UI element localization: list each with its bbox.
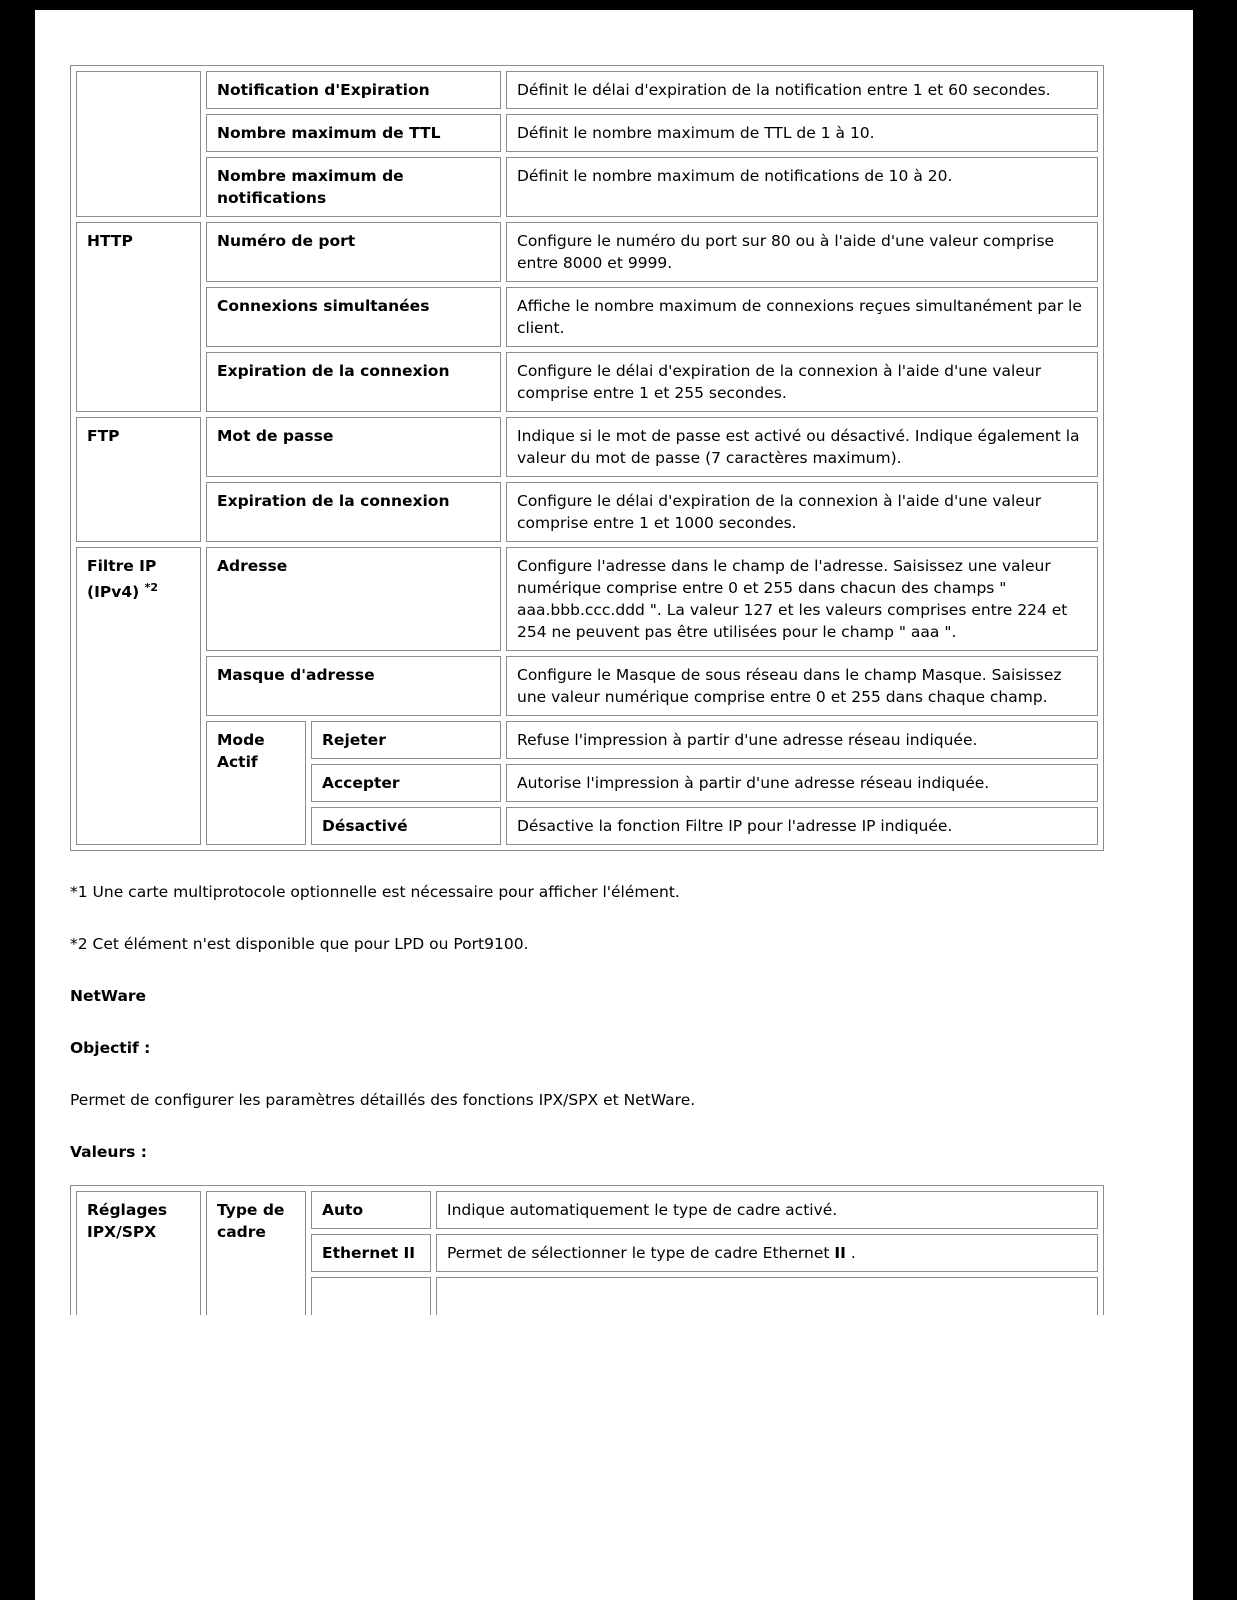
ipx-spx-settings-table — [70, 1185, 1104, 1315]
description-cell: Configure le numéro du port sur 80 ou à l'aide d'une valeur comprise entre 8000 et 9999. — [506, 222, 1098, 282]
option-cell-continuation — [311, 1277, 431, 1315]
protocol-cell-ftp: FTP — [76, 417, 201, 542]
setting-cell: Numéro de port — [206, 222, 501, 282]
table-row — [76, 71, 1098, 109]
description-cell: Indique automatiquement le type de cadre activé. — [436, 1191, 1098, 1229]
description-cell: Configure le délai d'expiration de la connexion à l'aide d'une valeur comprise entre 1 et 1000 secondes. — [506, 482, 1098, 542]
table-row — [76, 547, 1098, 651]
ipx-spx-table-clip — [70, 1185, 1143, 1315]
protocol-cell-http: HTTP — [76, 222, 201, 412]
page-border-left — [0, 0, 35, 1600]
description-cell: Configure le Masque de sous réseau dans le champ Masque. Saisissez une valeur numérique comprise entre 0 et 255 dans chaque champ. — [506, 656, 1098, 716]
description-cell: Autorise l'impression à partir d'une adresse réseau indiquée. — [506, 764, 1098, 802]
option-cell: Accepter — [311, 764, 501, 802]
description-cell: Indique si le mot de passe est activé ou désactivé. Indique également la valeur du mot de passe (7 caractères maximum). — [506, 417, 1098, 477]
setting-cell: Notification d'Expiration — [206, 71, 501, 109]
table-row — [76, 287, 1098, 347]
description-cell: Configure l'adresse dans le champ de l'adresse. Saisissez une valeur numérique comprise entre 0 et 255 dans chacun des champs " aaa.bbb.ccc.ddd ". La valeur 127 et les valeurs comprises entre 224 et 254 ne peuvent pas être utilisées pour le champ " aaa ". — [506, 547, 1098, 651]
valeurs-heading: Valeurs : — [70, 1143, 147, 1161]
protocol-cell-ipx-spx: Réglages IPX/SPX — [76, 1191, 201, 1315]
description-bold-text: II — [834, 1244, 846, 1262]
description-cell: Définit le nombre maximum de TTL de 1 à 10. — [506, 114, 1098, 152]
option-cell: Auto — [311, 1191, 431, 1229]
table-row — [76, 721, 1098, 759]
table-row — [76, 157, 1098, 217]
setting-cell: Nombre maximum de notifications — [206, 157, 501, 217]
table-row — [76, 222, 1098, 282]
footnote-2: *2 Cet élément n'est disponible que pour LPD ou Port9100. — [70, 935, 529, 953]
setting-cell: Expiration de la connexion — [206, 352, 501, 412]
footnote-1: *1 Une carte multiprotocole optionnelle est nécessaire pour afficher l'élément. — [70, 883, 680, 901]
setting-cell-mode-actif: Mode Actif — [206, 721, 306, 845]
setting-cell: Connexions simultanées — [206, 287, 501, 347]
description-cell: Définit le nombre maximum de notifications de 10 à 20. — [506, 157, 1098, 217]
table-row — [76, 656, 1098, 716]
objectif-heading: Objectif : — [70, 1039, 151, 1057]
page-border-top — [0, 0, 1237, 10]
network-protocol-settings-table — [70, 65, 1104, 851]
table-row — [76, 114, 1098, 152]
protocol-cell-filtre-ip — [76, 547, 201, 845]
setting-cell: Mot de passe — [206, 417, 501, 477]
description-text: Permet de sélectionner le type de cadre Ethernet — [447, 1244, 835, 1262]
table-row — [76, 1191, 1098, 1229]
document-page — [35, 10, 1193, 1600]
table-row — [76, 352, 1098, 412]
option-cell: Rejeter — [311, 721, 501, 759]
description-cell — [436, 1234, 1098, 1272]
description-cell: Affiche le nombre maximum de connexions reçues simultanément par le client. — [506, 287, 1098, 347]
description-cell-continuation — [436, 1277, 1098, 1315]
footnote-marker: *2 — [144, 581, 158, 594]
netware-heading: NetWare — [70, 987, 147, 1005]
description-cell: Refuse l'impression à partir d'une adresse réseau indiquée. — [506, 721, 1098, 759]
objectif-text: Permet de configurer les paramètres détaillés des fonctions IPX/SPX et NetWare. — [70, 1091, 696, 1109]
setting-cell: Adresse — [206, 547, 501, 651]
description-cell: Définit le délai d'expiration de la notification entre 1 et 60 secondes. — [506, 71, 1098, 109]
table-row — [76, 482, 1098, 542]
description-text: . — [845, 1244, 856, 1262]
page-border-right — [1193, 0, 1237, 1600]
protocol-label: Filtre IP (IPv4) — [87, 557, 157, 602]
option-cell: Désactivé — [311, 807, 501, 845]
description-cell: Désactive la fonction Filtre IP pour l'adresse IP indiquée. — [506, 807, 1098, 845]
option-cell: Ethernet II — [311, 1234, 431, 1272]
table-row — [76, 417, 1098, 477]
group-cell-type-de-cadre: Type de cadre — [206, 1191, 306, 1315]
protocol-cell-continuation — [76, 71, 201, 217]
setting-cell: Masque d'adresse — [206, 656, 501, 716]
description-cell: Configure le délai d'expiration de la connexion à l'aide d'une valeur comprise entre 1 et 255 secondes. — [506, 352, 1098, 412]
setting-cell: Expiration de la connexion — [206, 482, 501, 542]
setting-cell: Nombre maximum de TTL — [206, 114, 501, 152]
